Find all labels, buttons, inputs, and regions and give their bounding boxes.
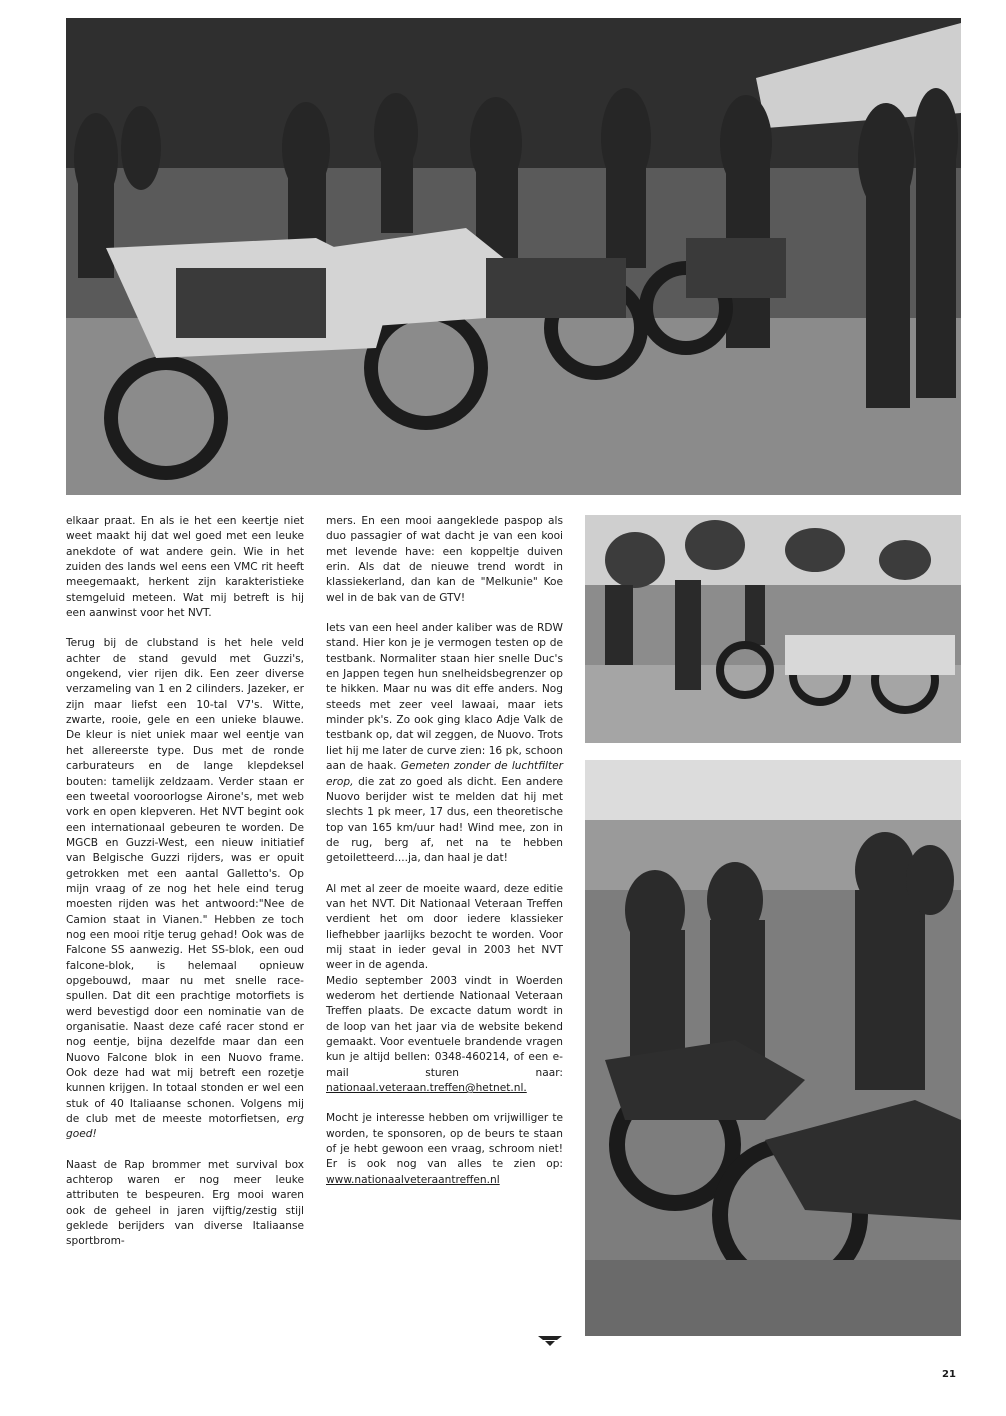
photo-right-1-illustration [585, 515, 961, 743]
middle-paragraph-4 [326, 974, 563, 1097]
middle-paragraph-2-italic: Gemeten zonder de luchtfilter erop, [326, 760, 564, 788]
photo-motorcycle-rally-top [66, 18, 961, 495]
article-column-left [66, 514, 304, 1265]
middle-paragraph-5 [326, 1111, 563, 1188]
middle-paragraph-4-body: Medio september 2003 vindt in Woerden wederom het dertiende Nationaal Veteraan Treffen plaats. De excacte datum wordt in de loop van het jaar via de website bekend gemaakt. Voor eventuele brandende vragen kun je altijd bellen: 0348-460214, of een e-mail sturen naar: [326, 974, 563, 1079]
photo-motorcycles-on-square [585, 515, 961, 743]
photo-right-2-illustration [585, 760, 961, 1336]
photo-top-illustration [66, 18, 961, 495]
middle-paragraph-2-body: Iets van een heel ander kaliber was de RDW stand. Hier kon je je vermogen testen op de testbank. Normaliter staan hier snelle Duc's en Jappen tegen hun snelheidsbegrenzer op te hikken. Maar nu was dit effe anders. Nog steeds met zeer veel lawaai, maar iets minder pk's. Zo ook ging klaco Adje Valk de testbank op, dat wil zeggen, de Nuovo. Trots liet hij me later de curve zien: 16 pk, schoon aan de haak. [326, 622, 563, 773]
left-paragraph-2 [66, 636, 304, 1142]
middle-paragraph-5-body: Mocht je interesse hebben om vrijwilliger te worden, te sponsoren, op de beurs te staan of je hebt gewoon een vraag, schroom niet! Er is ook nog van alles te zien op: [326, 1112, 563, 1171]
left-paragraph-1: elkaar praat. En als ie het een keertje niet weet maakt hij dat wel goed met een leuke anekdote of wat andere gein. Wie in het zuiden des lands wel eens een VMC rit heeft meegemaakt, herkent zijn karakteristieke stemgeluid meteen. Wat mij betreft is hij een aanwinst voor het NVT. [66, 515, 304, 620]
article-end-logo-icon [537, 1333, 563, 1347]
middle-paragraph-3: Al met al zeer de moeite waard, deze editie van het NVT. Dit Nationaal Veteraan Treffen verdient het om door iedere klassieker liefhebber jaarlijks bezocht te worden. Voor mij staat in ieder geval in 2003 het NVT weer in de agenda. [326, 882, 563, 972]
website-link[interactable]: www.nationaalveteraantreffen.nl [326, 1173, 500, 1186]
left-paragraph-3: Naast de Rap brommer met survival box achterop waren er nog meer leuke attributen te bespeuren. Erg mooi waren ook de geheel in jaren vijftig/zestig stijl geklede berijders van diverse Italiaanse sportbrom- [66, 1158, 304, 1248]
left-paragraph-2-closing: erg goed! [66, 1113, 304, 1141]
middle-paragraph-2 [326, 621, 563, 867]
page-number: 21 [942, 1369, 956, 1380]
middle-paragraph-1: mers. En een mooi aangeklede paspop als duo passagier of wat dacht je van een kooi met levende have: een koppeltje duiven erin. Als dat de nieuwe trend wordt in klassiekerland, dan kan de "Melkunie" Koe wel in de bak van de GTV! [326, 515, 563, 604]
middle-paragraph-2-end: die zat zo goed als dicht. Een andere Nuovo berijder wist te melden dat hij met slechts 1 pk meer, 17 dus, een theoretische top van 165 km/uur had! Wind mee, zon in de rug, berg af, net na te hebben getoiletteerd....ja, dan haal je dat! [326, 775, 563, 865]
left-paragraph-2-body: Terug bij de clubstand is het hele veld achter de stand gevuld met Guzzi's, ongekend, vier rijen dik. Een zeer diverse verzameling van 1 en 2 cilinders. Jazeker, er zijn maar liefst een 10-tal V7's. Witte, zwarte, rooie, gele en een unieke blauwe. De kleur is niet uniek maar wel eentje van het allereerste type. Dus met de ronde carburateurs en de lange klepdeksel bouten: tamelijk zeldzaam. Verder staan er een tweetal vooroorlogse Airone's, met web vork en open klepveren. Het NVT begint ook een internationaal gebeuren te worden. De MGCB en Guzzi-West, een nieuw initiatief van Belgische Guzzi rijders, was er opuit getrokken met een aantal Galletto's. Op mijn vraag of ze nog het hele eind terug moesten rijden was het antwoord:"Nee de Camion staat in Vianen." Hebben ze toch nog een mooi ritje terug gehad! Ook was de Falcone SS aanwezig. Het SS-blok, een oud falcone-blok, is helemaal opnieuw opgebouwd, maar nu met snelle race-spullen. Dat dit een prachtige motorfiets is werd bevestigd door een nominatie van de organisatie. Naast deze café racer stond er nog eentje, bijna dezelfde maar dan een Nuovo Falcone blok in een Nuovo frame. Ook deze had wat mij betreft een rozetje kunnen krijgen. In totaal stonden er wel een stuk of 40 Italiaanse schonen. Volgens mij de club met de meeste motorfietsen, [66, 637, 304, 1126]
article-column-middle [326, 514, 563, 1203]
photo-visitors-with-motorcycles [585, 760, 961, 1336]
contact-email-link[interactable]: nationaal.veteraan.treffen@hetnet.nl. [326, 1082, 527, 1095]
